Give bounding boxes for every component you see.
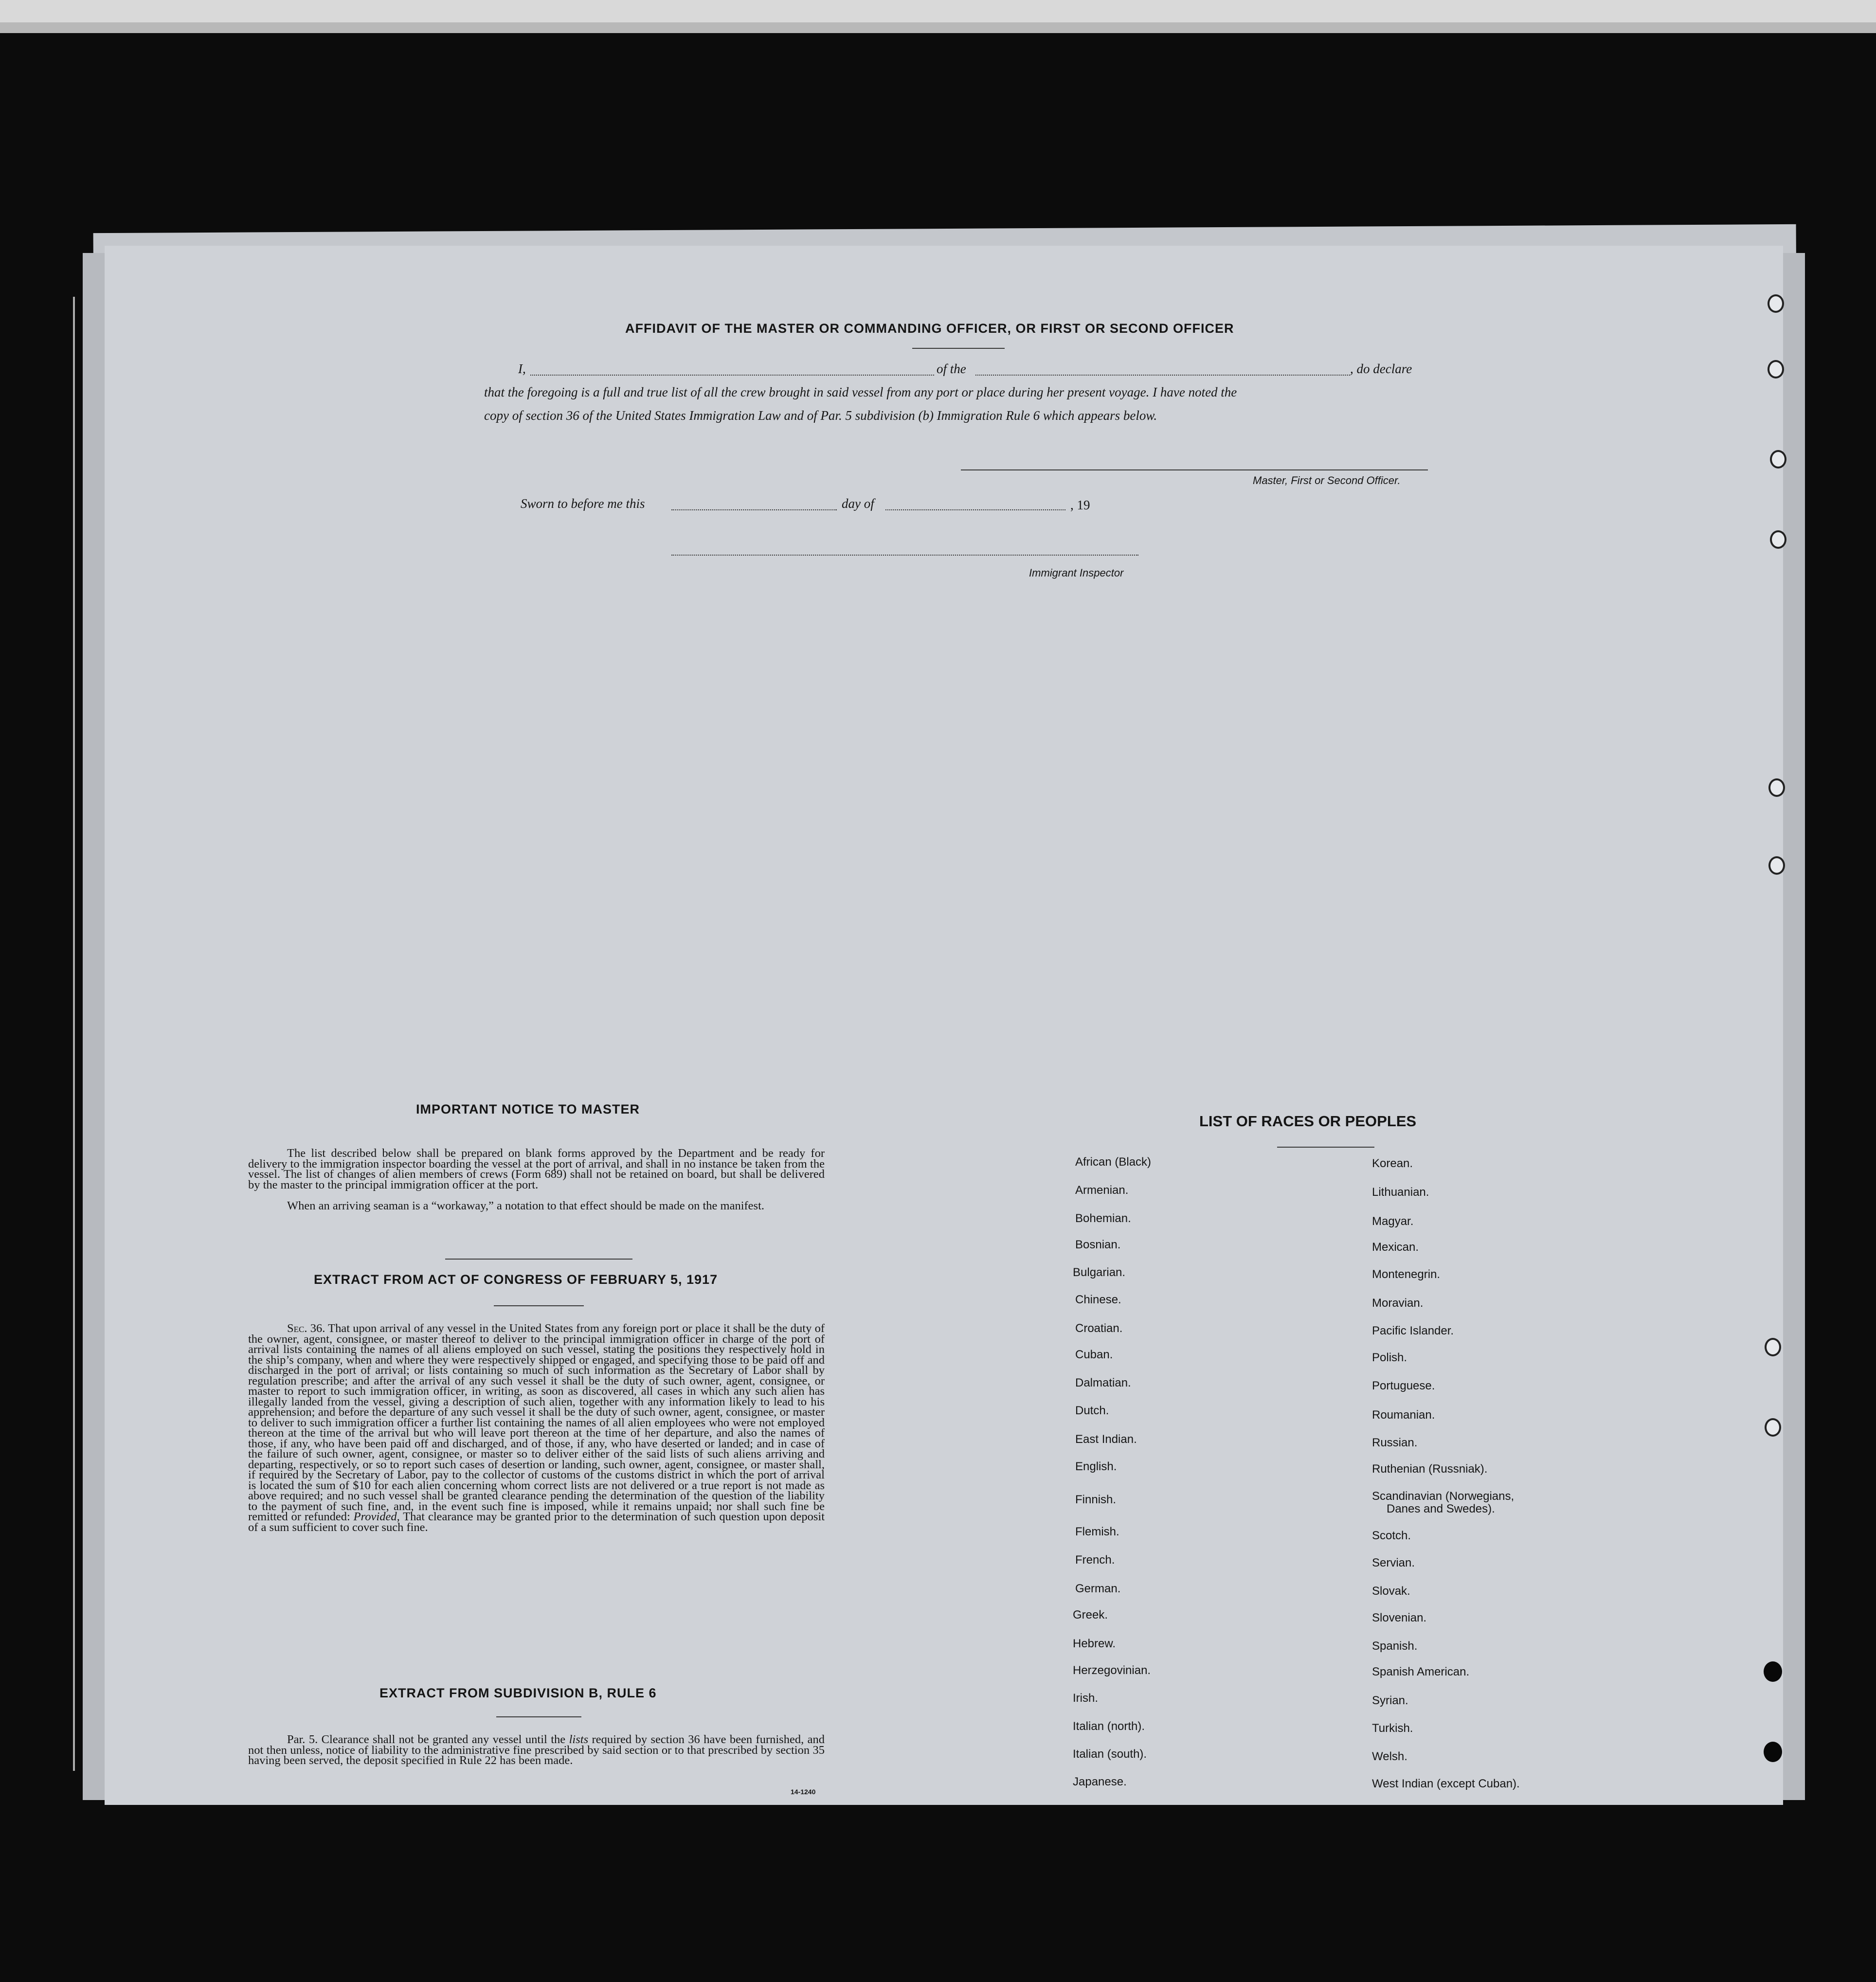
race-right-item: Slovak. — [1372, 1585, 1410, 1598]
punch-hole-icon — [1765, 1418, 1781, 1437]
affidavit-name-field[interactable] — [530, 375, 934, 376]
section-36-end: That clearance may be granted prior to the determination of such question upon deposit of a sum sufficient to cover such fine. — [248, 1510, 825, 1534]
provided-label: Provided, — [353, 1510, 400, 1523]
race-right-item: Turkish. — [1372, 1722, 1413, 1735]
race-left-item: English. — [1075, 1460, 1117, 1473]
rule-6-start: Par. 5. Clearance shall not be granted any vessel until the — [287, 1733, 566, 1746]
race-right-item: Ruthenian (Russniak). — [1372, 1462, 1488, 1476]
sworn-month-field[interactable] — [885, 509, 1065, 510]
race-right-item: Welsh. — [1372, 1750, 1407, 1763]
notice-paragraph-1: The list described below shall be prepared on blank forms approved by the Department and be ready for delivery to the immigration inspector boarding the vessel at the port of arrival, and shall in no instance be taken from the vessel. The list of changes of alien members of crews (Form 689) shall not be retained on board, but shall be delivered by the master to the principal immigration officer at the port. — [248, 1147, 825, 1191]
races-title-rule — [1277, 1147, 1374, 1148]
race-left-item: East Indian. — [1075, 1433, 1137, 1446]
races-title: LIST OF RACES OR PEOPLES — [1199, 1113, 1417, 1130]
affidavit-vessel-field[interactable] — [975, 375, 1350, 376]
extract-act-title: EXTRACT FROM ACT OF CONGRESS OF FEBRUARY 5, 1917 — [314, 1272, 718, 1287]
race-right-item: Slovenian. — [1372, 1611, 1427, 1624]
section-36-text — [248, 1323, 825, 1532]
race-left-item: Greek. — [1073, 1608, 1108, 1622]
race-right-item: Scandinavian (Norwegians, — [1372, 1490, 1515, 1503]
punch-hole-icon — [1768, 856, 1785, 875]
race-right-item: Servian. — [1372, 1556, 1415, 1569]
race-right-item: Russian. — [1372, 1436, 1418, 1449]
race-right-item: Lithuanian. — [1372, 1186, 1429, 1199]
race-left-item: Finnish. — [1075, 1493, 1117, 1506]
section-36-body: That upon arrival of any vessel in the United States from any foreign port or place it shall be the duty of the owner, agent, consignee, or master thereof to deliver to the principal immigration officer in charge of the port of arrival lists containing the names of all aliens employed on such vessel, stating the positions they respectively hold in the ship’s company, when and where they were respectively shipped or engaged, and specifying those to be paid off and discharged in the port of arrival; or lists containing so much of such information as the Secretary of Labor shall by regulation prescribe; and after the arrival of any such vessel it shall be the duty of such owner, agent, consignee, or master to report to such immigration officer, in writing, as soon as discovered, all cases in which any such alien has illegally landed from the vessel, giving a description of such alien, together with any information likely to lead to his apprehension; and before the departure of any such vessel it shall be the duty of such owner, agent, consignee, or master to deliver to such immigration officer a further list containing the names of all alien employees who were not employed thereon at the time of the arrival but who will leave port thereon at the time of her departure, and also the names of those, if any, who have been paid off and discharged, and of those, if any, who have deserted or landed; and in case of the failure of such owner, agent, consignee, or master so to deliver either of the said lists of such aliens arriving and departing, respectively, or so to report such cases of desertion or landing, such owner, agent, consignee, or master shall, if required by the Secretary of Labor, pay to the collector of customs of the customs district in which the port of arrival is located the sum of $10 for each alien concerning whom correct lists are not delivered or a true report is not made as above required; and no such vessel shall be granted clearance pending the determination of the question of the liability to the payment of such fine, and, in the event such fine is imposed, while it remains unpaid; nor shall such fine be remitted or refunded: — [248, 1322, 825, 1523]
race-right-item: Roumanian. — [1372, 1408, 1435, 1422]
race-left-item: Hebrew. — [1073, 1637, 1116, 1650]
master-signature-label: Master, First or Second Officer. — [1253, 474, 1401, 486]
rule-6-text — [248, 1734, 825, 1766]
race-right-item: Danes and Swedes). — [1387, 1502, 1495, 1515]
left-sheet-edge — [73, 297, 75, 1771]
race-right-item: Pacific Islander. — [1372, 1324, 1454, 1337]
extract-act-rule — [494, 1305, 584, 1306]
notice-paragraph-2: When an arriving seaman is a “workaway,” a notation to that effect should be made on the manifest. — [287, 1199, 765, 1212]
race-right-item: Magyar. — [1372, 1215, 1414, 1228]
notice-title: IMPORTANT NOTICE TO MASTER — [416, 1102, 640, 1117]
race-right-item: Spanish. — [1372, 1640, 1418, 1653]
race-right-item: Syrian. — [1372, 1694, 1408, 1707]
race-left-item: Bohemian. — [1075, 1212, 1131, 1225]
master-signature-line[interactable] — [961, 469, 1428, 470]
race-right-item: West Indian (except Cuban). — [1372, 1777, 1520, 1790]
race-right-item: Montenegrin. — [1372, 1268, 1441, 1281]
affidavit-title-rule — [912, 348, 1005, 349]
sworn-day-field[interactable] — [671, 509, 837, 510]
race-left-item: French. — [1075, 1553, 1115, 1567]
punch-hole-icon — [1768, 294, 1784, 313]
sworn-year-label: , 19 — [1070, 498, 1090, 512]
affidavit-statement-line-2: copy of section 36 of the United States Immigration Law and of Par. 5 subdivision (b) Immigration Rule 6 which appears below. — [484, 408, 1157, 423]
punch-hole-icon — [1768, 360, 1784, 378]
punch-hole-icon — [1768, 778, 1785, 797]
rule-6-end: required by section 36 have been furnished, and not then unless, notice of liability to the administrative fine prescribed by said section or to that prescribed by section 35 having been served, the deposit specified in Rule 22 has been made. — [248, 1733, 825, 1767]
affidavit-do-declare-label: , do declare — [1350, 361, 1412, 376]
affidavit-statement-line-1: that the foregoing is a full and true list of all the crew brought in said vessel from any port or place during her present voyage. I have noted the — [484, 385, 1237, 399]
race-left-item: Bosnian. — [1075, 1238, 1121, 1251]
extract-rule-rule — [496, 1716, 581, 1717]
race-left-item: Irish. — [1073, 1692, 1099, 1705]
form-number: 14-1240 — [791, 1788, 816, 1796]
notice-rule — [445, 1259, 632, 1260]
race-left-item: Croatian. — [1075, 1322, 1123, 1335]
rule-6-lists-word: lists — [569, 1733, 589, 1746]
race-left-item: Armenian. — [1075, 1184, 1129, 1197]
punch-hole-icon — [1764, 1661, 1782, 1682]
race-right-item: Mexican. — [1372, 1241, 1419, 1254]
punch-hole-icon — [1765, 1338, 1781, 1356]
race-right-item: Spanish American. — [1372, 1665, 1470, 1678]
sworn-day-of-label: day of — [842, 496, 874, 511]
race-right-item: Korean. — [1372, 1157, 1413, 1170]
race-left-item: German. — [1075, 1582, 1121, 1595]
race-right-item: Scotch. — [1372, 1529, 1411, 1542]
race-right-item: Polish. — [1372, 1351, 1407, 1364]
affidavit-title: AFFIDAVIT OF THE MASTER OR COMMANDING OFFICER, OR FIRST OR SECOND OFFICER — [625, 321, 1234, 336]
scanner-top-edge-shadow — [0, 22, 1876, 33]
race-right-item: Moravian. — [1372, 1297, 1424, 1310]
race-left-item: Dalmatian. — [1075, 1376, 1131, 1389]
affidavit-of-the-label: of the — [937, 361, 966, 376]
punch-hole-icon — [1764, 1742, 1782, 1762]
race-left-item: Italian (north). — [1073, 1720, 1145, 1733]
punch-hole-icon — [1770, 530, 1786, 549]
scanner-top-edge — [0, 0, 1876, 22]
race-left-item: Flemish. — [1075, 1525, 1119, 1538]
sworn-prefix: Sworn to before me this — [521, 496, 645, 511]
race-left-item: Italian (south). — [1073, 1748, 1147, 1761]
bleed-through-text — [338, 581, 344, 594]
inspector-signature-line[interactable] — [671, 555, 1138, 556]
inspector-label: Immigrant Inspector — [1029, 567, 1124, 579]
extract-rule-title: EXTRACT FROM SUBDIVISION B, RULE 6 — [379, 1686, 657, 1700]
race-left-item: Cuban. — [1075, 1348, 1113, 1361]
section-36-label: Sec. 36. — [287, 1322, 325, 1335]
race-left-item: African (Black) — [1075, 1155, 1152, 1169]
race-right-item: Portuguese. — [1372, 1379, 1435, 1392]
race-left-item: Chinese. — [1075, 1293, 1121, 1306]
race-left-item: Japanese. — [1073, 1775, 1127, 1788]
manifest-page — [105, 246, 1783, 1805]
race-left-item: Dutch. — [1075, 1404, 1109, 1417]
race-left-item: Herzegovinian. — [1073, 1664, 1151, 1677]
race-left-item: Bulgarian. — [1073, 1266, 1126, 1279]
affidavit-i-label: I, — [518, 361, 526, 376]
punch-hole-icon — [1770, 450, 1786, 468]
